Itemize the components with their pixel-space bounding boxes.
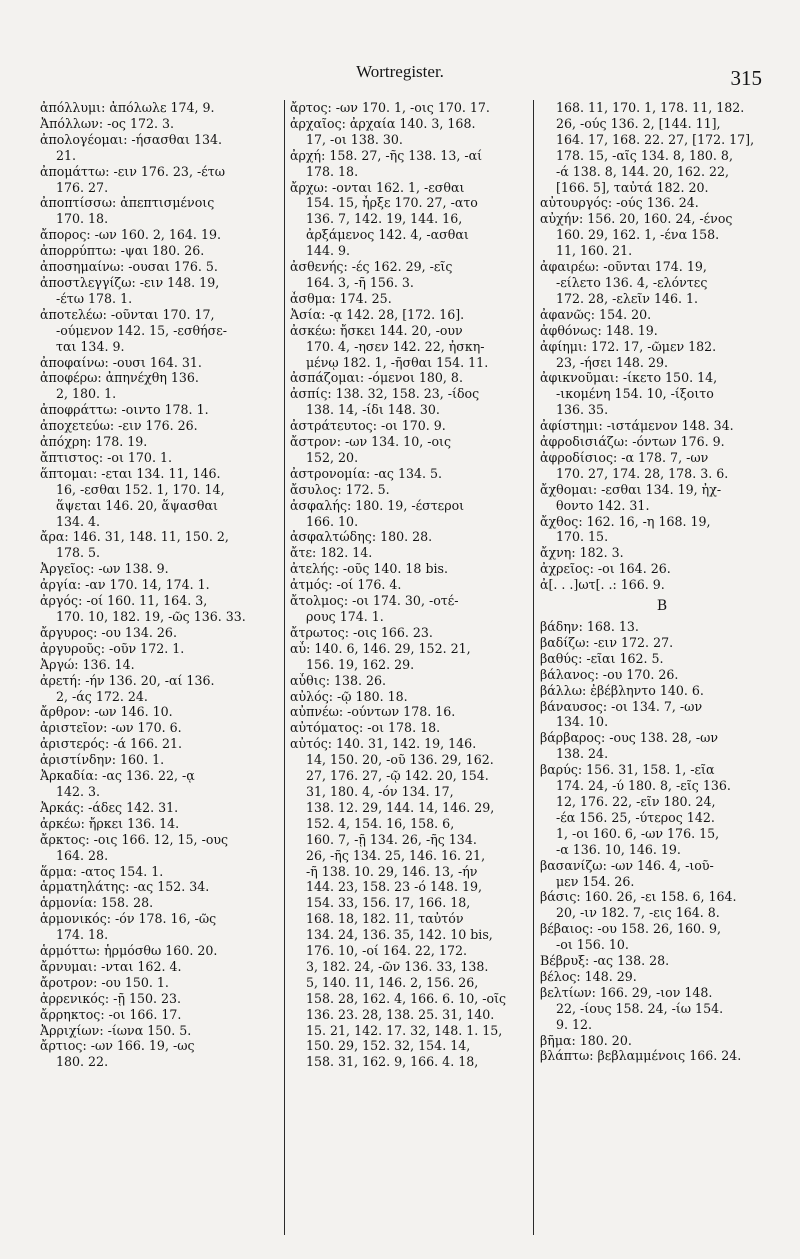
entry-continuation: 144. 23, 158. 23 -ό 148. 19, xyxy=(306,879,483,895)
entry-continuation: 136. 7, 142. 19, 144. 16, xyxy=(306,211,463,227)
entry-continuation: 170. 4, -ησεν 142. 22, ἠσκη- xyxy=(306,338,485,354)
index-entry: ἀρρενικός: -ῇ 150. 23. xyxy=(40,990,182,1006)
index-entry: ἄχνη: 182. 3. xyxy=(540,545,624,561)
entry-continuation: -ά 138. 8, 144. 20, 162. 22, xyxy=(556,163,729,179)
entry-continuation: [166. 5], ταὐτά 182. 20. xyxy=(556,179,709,195)
entry-continuation: 134. 10. xyxy=(556,714,609,730)
entry-continuation: ἀρξάμενος 142. 4, -ασθαι xyxy=(306,227,469,243)
entry-continuation: 11, 160. 21. xyxy=(556,243,633,259)
entry-continuation: 15. 21, 142. 17. 32, 148. 1. 15, xyxy=(306,1022,503,1038)
column-rule-left xyxy=(284,100,285,1235)
index-entry: αὐτόματος: -οι 178. 18. xyxy=(290,720,441,736)
index-entry: ἀριστεῖον: -ων 170. 6. xyxy=(40,720,182,736)
index-entry: ἆσθμα: 174. 25. xyxy=(290,290,392,306)
index-entry: ἀστρονομία: -ας 134. 5. xyxy=(290,465,443,481)
entry-continuation: 138. 12. 29, 144. 14, 146. 29, xyxy=(306,799,495,815)
index-entry: Ἀπόλλων: -ος 172. 3. xyxy=(40,115,175,131)
index-entry: βάλλω: ἐβέβληντο 140. 6. xyxy=(540,682,704,698)
index-entry: ἄρκτος: -οις 166. 12, 15, -ους xyxy=(40,831,229,847)
entry-continuation: ἅψεται 146. 20, ἅψασθαι xyxy=(56,497,218,513)
index-entry: ἄρα: 146. 31, 148. 11, 150. 2, xyxy=(40,529,229,545)
entry-continuation: 158. 28, 162. 4, 166. 6. 10, -οῖς xyxy=(306,990,507,1006)
index-entry: ἀργός: -οί 160. 11, 164. 3, xyxy=(40,593,208,609)
entry-continuation: 154. 33, 156. 17, 166. 18, xyxy=(306,895,471,911)
index-entry: ἄστρον: -ων 134. 10, -οις xyxy=(290,434,452,450)
entry-continuation: -ικομένη 154. 10, -ίξοιτο xyxy=(556,386,714,402)
entry-continuation: 178. 5. xyxy=(56,545,101,561)
index-entry: αὐχήν: 156. 20, 160. 24, -ένος xyxy=(540,211,733,227)
index-entry: ἄτε: 182. 14. xyxy=(290,545,373,561)
entry-continuation: 14, 150. 20, -οῦ 136. 29, 162. xyxy=(306,752,494,768)
index-entry: ἀρχή: 158. 27, -ῆς 138. 13, -αί xyxy=(290,147,483,163)
entry-continuation: μεν 154. 26. xyxy=(556,873,635,889)
entry-continuation: -ούμενον 142. 15, -εσθήσε- xyxy=(56,322,228,338)
index-entry: βαρύς: 156. 31, 158. 1, -εῖα xyxy=(540,762,715,778)
index-entry: ἀφροδίσιος: -α 178. 7, -ων xyxy=(540,449,709,465)
index-entry: βάσις: 160. 26, -ει 158. 6, 164. xyxy=(540,889,737,905)
entry-continuation: ρους 174. 1. xyxy=(306,609,384,624)
index-entry: ἀσφαλτώδης: 180. 28. xyxy=(290,529,433,545)
index-entry: ἀχρεῖος: -οι 164. 26. xyxy=(540,561,671,577)
entry-continuation: 160. 7, -ῇ 134. 26, -ῆς 134. xyxy=(306,831,477,847)
entry-continuation: 154. 15, ἦρξε 170. 27, -ατο xyxy=(306,195,478,211)
index-entry: ἀτελής: -οῦς 140. 18 bis. xyxy=(290,561,448,577)
index-entry: ἀφανῶς: 154. 20. xyxy=(540,306,652,322)
index-entry: ἀποφράττω: -οιντο 178. 1. xyxy=(40,402,209,418)
index-entry: ἀσφαλής: 180. 19, -έστεροι xyxy=(290,497,465,513)
index-entry: Βέβρυξ: -ας 138. 28. xyxy=(540,953,670,969)
index-entry: ἀργία: -αν 170. 14, 174. 1. xyxy=(40,577,210,593)
index-entry: ἀφροδισιάζω: -όντων 176. 9. xyxy=(540,434,725,450)
index-entry: ἀσπάζομαι: -όμενοι 180, 8. xyxy=(290,370,463,386)
entry-continuation: 164. 28. xyxy=(56,847,109,863)
index-entry: αὖ: 140. 6, 146. 29, 152. 21, xyxy=(290,640,471,656)
index-entry: αὐλός: -ῷ 180. 18. xyxy=(290,688,408,704)
index-entry: ἀρχαῖος: ἀρχαία 140. 3, 168. xyxy=(290,115,476,131)
index-entry: ἄσυλος: 172. 5. xyxy=(290,481,390,497)
entry-continuation: 20, -ιν 182. 7, -εις 164. 8. xyxy=(556,905,720,921)
entry-continuation: ται 134. 9. xyxy=(56,338,125,354)
index-entry: ἀπολογέομαι: -ήσασθαι 134. xyxy=(40,131,223,147)
index-entry: ἀσπίς: 138. 32, 158. 23, -ίδος xyxy=(290,386,480,402)
index-entry: αὐτουργός: -ούς 136. 24. xyxy=(540,195,699,211)
index-entry: ἀπορρύπτω: -ψαι 180. 26. xyxy=(40,243,205,259)
index-entry: αὖθις: 138. 26. xyxy=(290,672,387,688)
entry-continuation: 144. 9. xyxy=(306,243,351,259)
index-entry: ἀφίστημι: -ιστάμενον 148. 34. xyxy=(540,418,734,434)
entry-continuation: -οι 156. 10. xyxy=(556,937,629,953)
index-entry: ἁρμονικός: -όν 178. 16, -ῶς xyxy=(40,911,217,927)
index-entry: βελτίων: 166. 29, -ιον 148. xyxy=(540,984,713,1000)
entry-continuation: 136. 35. xyxy=(556,402,609,418)
entry-continuation: 134. 4. xyxy=(56,513,101,529)
index-entry: βάδην: 168. 13. xyxy=(540,619,639,634)
index-entry: ἀποπτίσσω: ἀπεπτισμένοις xyxy=(40,195,215,211)
entry-continuation: 142. 3. xyxy=(56,783,101,799)
index-column-2 xyxy=(290,100,534,1070)
index-entry: βασανίζω: -ων 146. 4, -ιοῦ- xyxy=(540,857,714,873)
index-entry: ἁρματηλάτης: -ας 152. 34. xyxy=(40,879,210,895)
index-column-1 xyxy=(40,100,280,1070)
index-column-3 xyxy=(540,100,784,1064)
entry-continuation: 180. 22. xyxy=(56,1054,109,1070)
entry-continuation: 22, -ίους 158. 24, -ίω 154. xyxy=(556,1000,724,1016)
entry-continuation: -έτω 178. 1. xyxy=(56,290,133,306)
entry-continuation: 3, 182. 24, -ῶν 136. 33, 138. xyxy=(306,958,489,974)
index-entry: βαδίζω: -ειν 172. 27. xyxy=(540,634,674,650)
entry-continuation: 150. 29, 152. 32, 154. 14, xyxy=(306,1038,471,1054)
entry-continuation: 12, 176. 22, -εῖν 180. 24, xyxy=(556,793,716,809)
entry-continuation: 138. 24. xyxy=(556,746,609,762)
index-entry: βάναυσος: -οι 134. 7, -ων xyxy=(540,698,703,714)
index-entry: ἀριστίνδην: 160. 1. xyxy=(40,752,165,768)
entry-continuation: 160. 29, 162. 1, -ένα 158. xyxy=(556,227,720,243)
index-entry: βάρβαρος: -ους 138. 28, -ων xyxy=(540,730,719,746)
index-entry: ἄρρηκτος: -οι 166. 17. xyxy=(40,1006,182,1022)
index-entry: ἀρκέω: ἤρκει 136. 14. xyxy=(40,815,180,831)
index-entry: Ἀρκάς: -άδες 142. 31. xyxy=(40,799,179,815)
entry-continuation: 164. 17, 168. 22. 27, [172. 17], xyxy=(556,131,755,147)
index-entry: ἄρτος: -ων 170. 1, -οις 170. 17. xyxy=(290,100,490,115)
index-entry: ἄρνυμαι: -νται 162. 4. xyxy=(40,958,182,974)
index-entry: Ἀργώ: 136. 14. xyxy=(40,656,135,672)
index-entry: Ἀσία: -ᾳ 142. 28, [172. 16]. xyxy=(290,306,465,322)
index-entry: ἄτρωτος: -οις 166. 23. xyxy=(290,624,433,640)
index-entry: Ἀρριχίων: -ίωνα 150. 5. xyxy=(40,1022,192,1038)
entry-continuation: -έα 156. 25, -ύτερος 142. xyxy=(556,809,715,825)
entry-continuation: 2, 180. 1. xyxy=(56,386,117,402)
index-entry: ἀποχετεύω: -ειν 176. 26. xyxy=(40,418,198,434)
entry-continuation: 164. 3, -ῆ 156. 3. xyxy=(306,274,414,290)
index-entry: ἀριστερός: -ά 166. 21. xyxy=(40,736,183,752)
entry-continuation: 17, -οι 138. 30. xyxy=(306,131,403,147)
index-entry: βέλος: 148. 29. xyxy=(540,968,637,984)
index-entry: ἄτολμος: -οι 174. 30, -οτέ- xyxy=(290,593,459,609)
index-entry: ἀποστλεγγίζω: -ειν 148. 19, xyxy=(40,274,220,290)
entry-continuation: 31, 180. 4, -όν 134. 17, xyxy=(306,783,454,799)
entry-continuation: 5, 140. 11, 146. 2, 156. 26, xyxy=(306,974,479,990)
index-entry: ἄργυρος: -ου 134. 26. xyxy=(40,624,177,640)
index-entry: ἀπόλλυμι: ἀπόλωλε 174, 9. xyxy=(40,100,215,115)
index-entry: αὐπνέω: -ούντων 178. 16. xyxy=(290,704,456,720)
entry-continuation: 170. 15. xyxy=(556,529,609,545)
index-entry: βάλανος: -ου 170. 26. xyxy=(540,666,679,682)
entry-continuation: 16, -εσθαι 152. 1, 170. 14, xyxy=(56,481,225,497)
index-entry: ἄρθρον: -ων 146. 10. xyxy=(40,704,173,720)
index-entry: ἀργυροῦς: -οῦν 172. 1. xyxy=(40,640,185,656)
entry-continuation: μένῳ 182. 1, -ῆσθαι 154. 11. xyxy=(306,354,489,370)
index-entry: ἀτμός: -οί 176. 4. xyxy=(290,577,402,593)
entry-continuation: 166. 10. xyxy=(306,513,359,529)
index-entry: Ἀργεῖος: -ων 138. 9. xyxy=(40,561,169,577)
entry-continuation: 178. 18. xyxy=(306,163,359,179)
entry-continuation: 170. 10, 182. 19, -ῶς 136. 33. xyxy=(56,609,246,624)
entry-continuation: 176. 27. xyxy=(56,179,109,195)
index-entry: ἄχθομαι: -εσθαι 134. 19, ἠχ- xyxy=(540,481,722,497)
index-entry: ἄπορος: -ων 160. 2, 164. 19. xyxy=(40,227,221,243)
index-entry: ἀφικνοῦμαι: -ίκετο 150. 14, xyxy=(540,370,718,386)
entry-continuation: 152, 20. xyxy=(306,449,359,465)
page-number: 315 xyxy=(730,66,762,90)
entry-continuation: 23, -ήσει 148. 29. xyxy=(556,354,668,370)
index-entry: Ἀρκαδία: -ας 136. 22, -ᾳ xyxy=(40,768,195,784)
entry-continuation: -α 136. 10, 146. 19. xyxy=(556,841,681,857)
index-entry: ἄπτιστος: -οι 170. 1. xyxy=(40,449,172,465)
index-entry: ἄρχω: -ονται 162. 1, -εσθαι xyxy=(290,179,465,195)
index-entry: βλάπτω: βεβλαμμένοις 166. 24. xyxy=(540,1048,742,1064)
index-entry: ἀφαιρέω: -οῦνται 174. 19, xyxy=(540,259,707,275)
entry-continuation: 170. 27, 174. 28, 178. 3. 6. xyxy=(556,465,729,481)
section-letter: Β xyxy=(656,599,668,615)
index-entry: αὐτός: 140. 31, 142. 19, 146. xyxy=(290,736,477,752)
entry-continuation: 134. 24, 136. 35, 142. 10 bis, xyxy=(306,927,493,943)
entry-continuation: -είλετο 136. 4, -ελόντες xyxy=(556,274,708,290)
entry-continuation: 174. 18. xyxy=(56,927,109,943)
index-entry: ἀφίημι: 172. 17, -ῶμεν 182. xyxy=(540,338,717,354)
entry-continuation: 1, -οι 160. 6, -ων 176. 15, xyxy=(556,825,720,841)
entry-continuation: 21. xyxy=(56,147,77,163)
index-entry: ἁρμόττω: ἡρμόσθω 160. 20. xyxy=(40,943,218,959)
entry-continuation: 158. 31, 162. 9, 166. 4. 18, xyxy=(306,1054,479,1070)
index-entry: βέβαιος: -ου 158. 26, 160. 9, xyxy=(540,921,722,937)
index-entry: ἀστράτευτος: -οι 170. 9. xyxy=(290,418,446,434)
entry-continuation: -ῆ 138. 10. 29, 146. 13, -ήν xyxy=(306,863,478,879)
index-entry: ἀ[. . .]ωτ[. .: 166. 9. xyxy=(540,577,665,593)
entry-continuation: 172. 28, -ελεῖν 146. 1. xyxy=(556,290,699,306)
entry-continuation: 152. 4, 154. 16, 158. 6, xyxy=(306,815,455,831)
index-entry: ἀποφέρω: ἀπηνέχθη 136. xyxy=(40,370,199,386)
index-entry: ἀπομάττω: -ειν 176. 23, -έτω xyxy=(40,163,225,179)
entry-continuation: 178. 15, -αῖς 134. 8, 180. 8, xyxy=(556,147,733,163)
index-entry: ἅρμα: -ατος 154. 1. xyxy=(40,863,164,879)
entry-continuation: 170. 18. xyxy=(56,211,109,227)
entry-continuation: 26, -ῆς 134. 25, 146. 16. 21, xyxy=(306,847,486,863)
entry-continuation: 26, -ούς 136. 2, [144. 11], xyxy=(556,115,721,131)
index-entry: βαθύς: -εῖαι 162. 5. xyxy=(540,650,664,666)
index-entry: ἁρμονία: 158. 28. xyxy=(40,895,154,911)
entry-continuation: 2, -άς 172. 24. xyxy=(56,688,148,704)
entry-continuation: 138. 14, -ίδι 148. 30. xyxy=(306,402,440,418)
entry-continuation: 168. 11, 170. 1, 178. 11, 182. xyxy=(556,100,745,115)
index-entry: ἄχθος: 162. 16, -η 168. 19, xyxy=(540,513,711,529)
entry-continuation: 136. 23. 28, 138. 25. 31, 140. xyxy=(306,1006,495,1022)
entry-continuation: 156. 19, 162. 29. xyxy=(306,656,415,672)
index-entry: ἀφθόνως: 148. 19. xyxy=(540,322,658,338)
entry-continuation: θοντο 142. 31. xyxy=(556,497,650,513)
index-entry: ἅπτομαι: -εται 134. 11, 146. xyxy=(40,465,221,481)
index-entry: ἄρτιος: -ων 166. 19, -ως xyxy=(40,1038,195,1054)
index-entry: ἄροτρον: -ου 150. 1. xyxy=(40,974,169,990)
running-head: Wortregister. xyxy=(356,62,444,81)
index-entry: ἀσκέω: ἤσκει 144. 20, -ουν xyxy=(290,322,463,338)
index-entry: ἀποτελέω: -οῦνται 170. 17, xyxy=(40,306,215,322)
entry-continuation: 27, 176. 27, -ῷ 142. 20, 154. xyxy=(306,768,489,784)
index-entry: ἀποφαίνω: -ουσι 164. 31. xyxy=(40,354,202,370)
index-entry: ἀποσημαίνω: -ουσαι 176. 5. xyxy=(40,259,218,275)
index-entry: ἀπόχρη: 178. 19. xyxy=(40,434,148,450)
index-entry: ἀσθενής: -ές 162. 29, -εῖς xyxy=(290,259,453,275)
entry-continuation: 168. 18, 182. 11, ταὐτόν xyxy=(306,911,464,927)
entry-continuation: 176. 10, -οί 164. 22, 172. xyxy=(306,943,467,959)
index-entry: βῆμα: 180. 20. xyxy=(540,1032,632,1048)
entry-continuation: 174. 24, -ύ 180. 8, -εῖς 136. xyxy=(556,778,731,794)
index-entry: ἀρετή: -ήν 136. 20, -αί 136. xyxy=(40,672,215,688)
entry-continuation: 9. 12. xyxy=(556,1016,593,1032)
